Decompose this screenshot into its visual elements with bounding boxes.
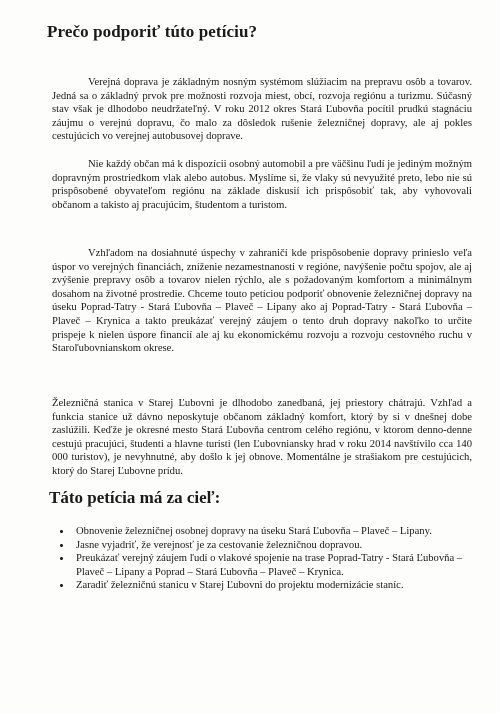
goal-item: • Obnovenie železničnej osobnej dopravy na úseku Stará Ľubovňa – Plaveč – Lipany. — [72, 525, 472, 539]
paragraph-citizens: Nie každý občan má k dispozícii osobný automobil a pre väčšinu ľudí je jediným možným dopravným prostriedkom vlak alebo autobus. Myslíme si, že vlaky sú nevyužité preto, lebo nie sú prispôsobené obyvateľom regiónu na základe diskusií ich prispôsobiť tak, aby vyhovovali občanom a takisto aj pracujúcim, študentom a turistom. — [52, 159, 472, 211]
paragraph-public-transport: Verejná doprava je základným nosným systémom slúžiacim na prepravu osôb a tovarov. Jedná sa o základný prvok pre možnosti rozvoja miest, obcí, rozvoja regiónu a turizmu. Súčasný stav však je dlhodobo neudržateľný. V roku 2012 okres Stará Ľubovňa pocítil prudkú stagnáciu záujmu o verejnú dopravu, čo malo za dôsledok rušenie železničnej dopravy, ale aj pokles cestujúcich vo verejnej autobusovej doprave. — [52, 77, 472, 143]
goals-heading: Táto petícia má za cieľ: — [49, 488, 221, 507]
paragraph-station: Železničná stanica v Starej Ľubovni je dlhodobo zanedbaná, jej priestory chátrajú. Vzhľad a funkcia stanice už dávno neposkytuje občanom základný komfort, ktorý by si v dnešnej dobe zaslúžili. Keďže je okresné mesto Stará Ľubovňa centrom celého regiónu, v ktorom denno-denne cestujú pracujúci, študenti a hlavne turisti (len Ľubovniansky hrad v roku 2014 navštívilo cca 140 000 turistov), je nevyhnutné, aby došlo k jej obnove. Momentálne je strašiakom pre cestujúcich, ktorý do Starej Ľubovne prídu. — [52, 398, 472, 477]
goal-item: • Jasne vyjadriť, že verejnosť je za cestovanie železničnou dopravou. — [72, 539, 472, 553]
page-title: Prečo podporiť túto petíciu? — [47, 22, 258, 41]
goals-list — [52, 525, 472, 593]
goal-item: • Preukázať verejný záujem ľudí o vlakové spojenie na trase Poprad-Tatry - Stará Ľubovňa – Plaveč – Lipany a Poprad – Stará Ľubovňa – Plaveč – Krynica. — [72, 552, 472, 579]
paragraph-successes-abroad: Vzhľadom na dosiahnuté úspechy v zahraničí kde prispôsobenie dopravy prinieslo veľa úspor vo verejných financiách, zníženie nezamestnanosti v regióne, navýšenie počtu spojov, ale aj zvýšenie prepravy osôb a tovarov nielen rýchlo, ale s požadovaným komfortom a minimálnym dosahom na životné prostredie. Chceme touto petíciou podporiť obnovenie železničnej dopravy na úseku Poprad-Tatry - Stará Ľubovňa – Plaveč – Lipany ako aj Poprad-Tatry - Stará Ľubovňa – Plaveč – Krynica a takto preukázať verejný záujem o tento druh dopravy nakoľko to určite prispeje k nielen úspore financií ale aj ku ekonomickému rozvoju a rozvoju cestovného ruchu v Staroľubovnianskom okrese. — [52, 248, 472, 355]
goal-item: • Zaradiť železničnú stanicu v Starej Ľubovni do projektu modernizácie staníc. — [72, 579, 472, 593]
